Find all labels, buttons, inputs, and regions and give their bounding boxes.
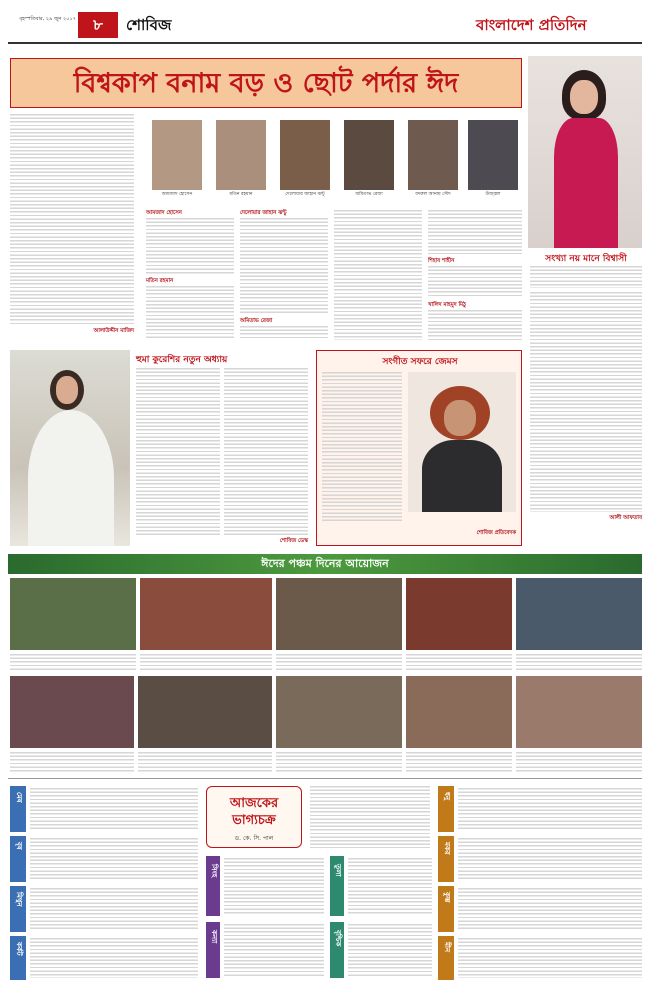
program-photo	[276, 676, 402, 748]
sign-label: মীন	[443, 942, 451, 953]
sign-label: মকর	[443, 842, 451, 855]
lead-subhead: দেলোয়ার জাহান ঝন্টু	[240, 210, 287, 216]
lead-subhead: মতিন রহমান	[146, 278, 174, 284]
side-byline: আলী আফতাব	[609, 515, 642, 521]
sign-label-box	[438, 936, 454, 980]
horoscope-title-box	[206, 786, 302, 848]
lead-body-col	[428, 266, 522, 298]
sign-label-box	[10, 886, 26, 932]
program-caption	[516, 752, 642, 772]
horoscope-title: আজকের ভাগ্যচক্র	[229, 796, 279, 828]
sign-label: কর্কট	[15, 942, 23, 956]
humaira-photo-gown	[28, 410, 114, 546]
portrait-5	[408, 120, 458, 190]
sign-text	[30, 838, 198, 880]
sign-label-box	[438, 786, 454, 832]
portrait-3	[280, 120, 330, 190]
program-photo	[406, 676, 512, 748]
humaira-photo	[10, 350, 130, 546]
james-byline: শোবিজ প্রতিবেদক	[476, 530, 516, 536]
portrait-caption: উজ্জ্বল	[485, 192, 501, 197]
portrait-1	[152, 120, 202, 190]
sign-text	[458, 938, 642, 978]
horoscope-author: ড. কে. সি. পাল	[234, 835, 274, 842]
program-caption	[406, 752, 512, 772]
sign-label-box	[10, 836, 26, 882]
lead-body-col	[146, 218, 234, 274]
side-photo	[528, 56, 642, 248]
sign-label-box	[438, 886, 454, 932]
program-photo	[276, 578, 402, 650]
lead-body-col	[334, 210, 422, 340]
sign-text	[458, 788, 642, 830]
masthead	[0, 0, 650, 48]
portrait-caption: দেলোয়ার জাহান ঝন্টু	[285, 192, 325, 197]
sign-text	[224, 858, 324, 914]
humaira-body-col	[224, 368, 308, 536]
program-photo	[140, 578, 272, 650]
lead-body-col	[240, 326, 328, 340]
sign-label: কুম্ভ	[443, 892, 451, 903]
lead-title: বিশ্বকাপ বনাম বড় ও ছোট পর্দার ঈদ	[73, 68, 459, 99]
page-label: শোবিজ	[126, 16, 172, 34]
james-body-col	[322, 372, 402, 522]
date-line: বৃহস্পতিবার, ২৯ জুন ২০১৭	[19, 16, 76, 22]
james-photo	[408, 372, 516, 512]
horoscope-rule	[8, 778, 642, 779]
program-photo	[10, 676, 134, 748]
portrait-caption: অমিতাভ রেজা	[355, 192, 383, 197]
sign-label: তুলা	[334, 864, 342, 877]
sign-text	[458, 838, 642, 880]
lead-title-box	[10, 58, 522, 108]
portrait-strip	[138, 114, 522, 204]
sign-label-box	[330, 856, 344, 916]
humaira-headline: হুমা কুরেশির নতুন অধ্যায়	[136, 355, 228, 365]
portrait-4	[344, 120, 394, 190]
page-number: ৮	[78, 12, 118, 38]
sign-label-box	[438, 836, 454, 882]
horoscope-intro	[310, 786, 430, 848]
program-caption	[10, 752, 134, 772]
portrait-caption: আমজাদ হোসেন	[161, 192, 193, 197]
sign-text	[30, 938, 198, 978]
humaira-byline: শোবিজ ডেস্ক	[279, 538, 308, 544]
james-photo-face	[444, 400, 476, 436]
program-caption	[140, 654, 272, 672]
sign-label: ধনু	[443, 792, 451, 801]
sign-label: সিংহ	[210, 864, 218, 878]
james-headline: সংগীত সফরে জেমস	[382, 357, 458, 367]
sign-text	[30, 788, 198, 830]
program-caption	[138, 752, 272, 772]
lead-byline: আলাউদ্দীন মাজিদ	[93, 328, 134, 334]
band-header	[8, 554, 642, 574]
portrait-6	[468, 120, 518, 190]
sign-label: মেষ	[15, 792, 23, 803]
humaira-body-col	[136, 368, 220, 536]
sign-label-box	[10, 786, 26, 832]
band-title: ঈদের পঞ্চম দিনের আয়োজন	[261, 557, 389, 570]
lead-subhead: অমিতাভ রেজা	[240, 318, 273, 324]
sign-label: মিথুন	[15, 892, 23, 907]
side-body	[530, 292, 642, 512]
lead-body-col	[240, 218, 328, 314]
side-photo-dress	[554, 118, 618, 248]
sign-text	[458, 888, 642, 930]
side-lede	[530, 266, 642, 288]
portrait-2	[216, 120, 266, 190]
lead-subhead: আমজাদ হোসেন	[146, 210, 182, 216]
sign-text	[30, 888, 198, 930]
sign-text	[348, 858, 432, 914]
james-photo-body	[422, 440, 502, 512]
lead-subhead: খালিদ মাহমুদ মিঠু	[428, 302, 466, 308]
sign-label: বৃষ	[15, 842, 23, 850]
header-rule	[8, 42, 642, 44]
side-headline: সংখ্যা নয় মানে বিশ্বাসী	[545, 254, 627, 264]
program-caption	[516, 654, 642, 672]
program-caption	[10, 654, 136, 672]
program-photo	[138, 676, 272, 748]
sign-label-box	[206, 922, 220, 978]
program-photo	[10, 578, 136, 650]
lead-body-col	[428, 210, 522, 254]
lead-subhead: শিহাব শাহীন	[428, 258, 455, 264]
portrait-caption: বদরুল আনাম সৌদ	[415, 192, 451, 197]
program-caption	[276, 654, 402, 672]
side-photo-face	[570, 80, 598, 114]
lead-intro-text	[10, 114, 134, 326]
lead-body-col	[146, 286, 234, 340]
program-photo	[406, 578, 512, 650]
sign-label-box	[330, 922, 344, 978]
program-photo	[516, 578, 642, 650]
program-photo	[516, 676, 642, 748]
program-caption	[276, 752, 402, 772]
sign-label: বৃশ্চিক	[334, 930, 342, 947]
sign-text	[224, 924, 324, 976]
program-caption	[406, 654, 512, 672]
humaira-photo-face	[56, 376, 78, 404]
sign-label: কন্যা	[210, 930, 218, 944]
sign-label-box	[10, 936, 26, 980]
lead-body-col	[428, 310, 522, 340]
paper-name: বাংলাদেশ প্রতিদিন	[476, 16, 587, 34]
portrait-caption: মতিন রহমান	[229, 192, 253, 197]
sign-label-box	[206, 856, 220, 916]
sign-text	[348, 924, 432, 976]
